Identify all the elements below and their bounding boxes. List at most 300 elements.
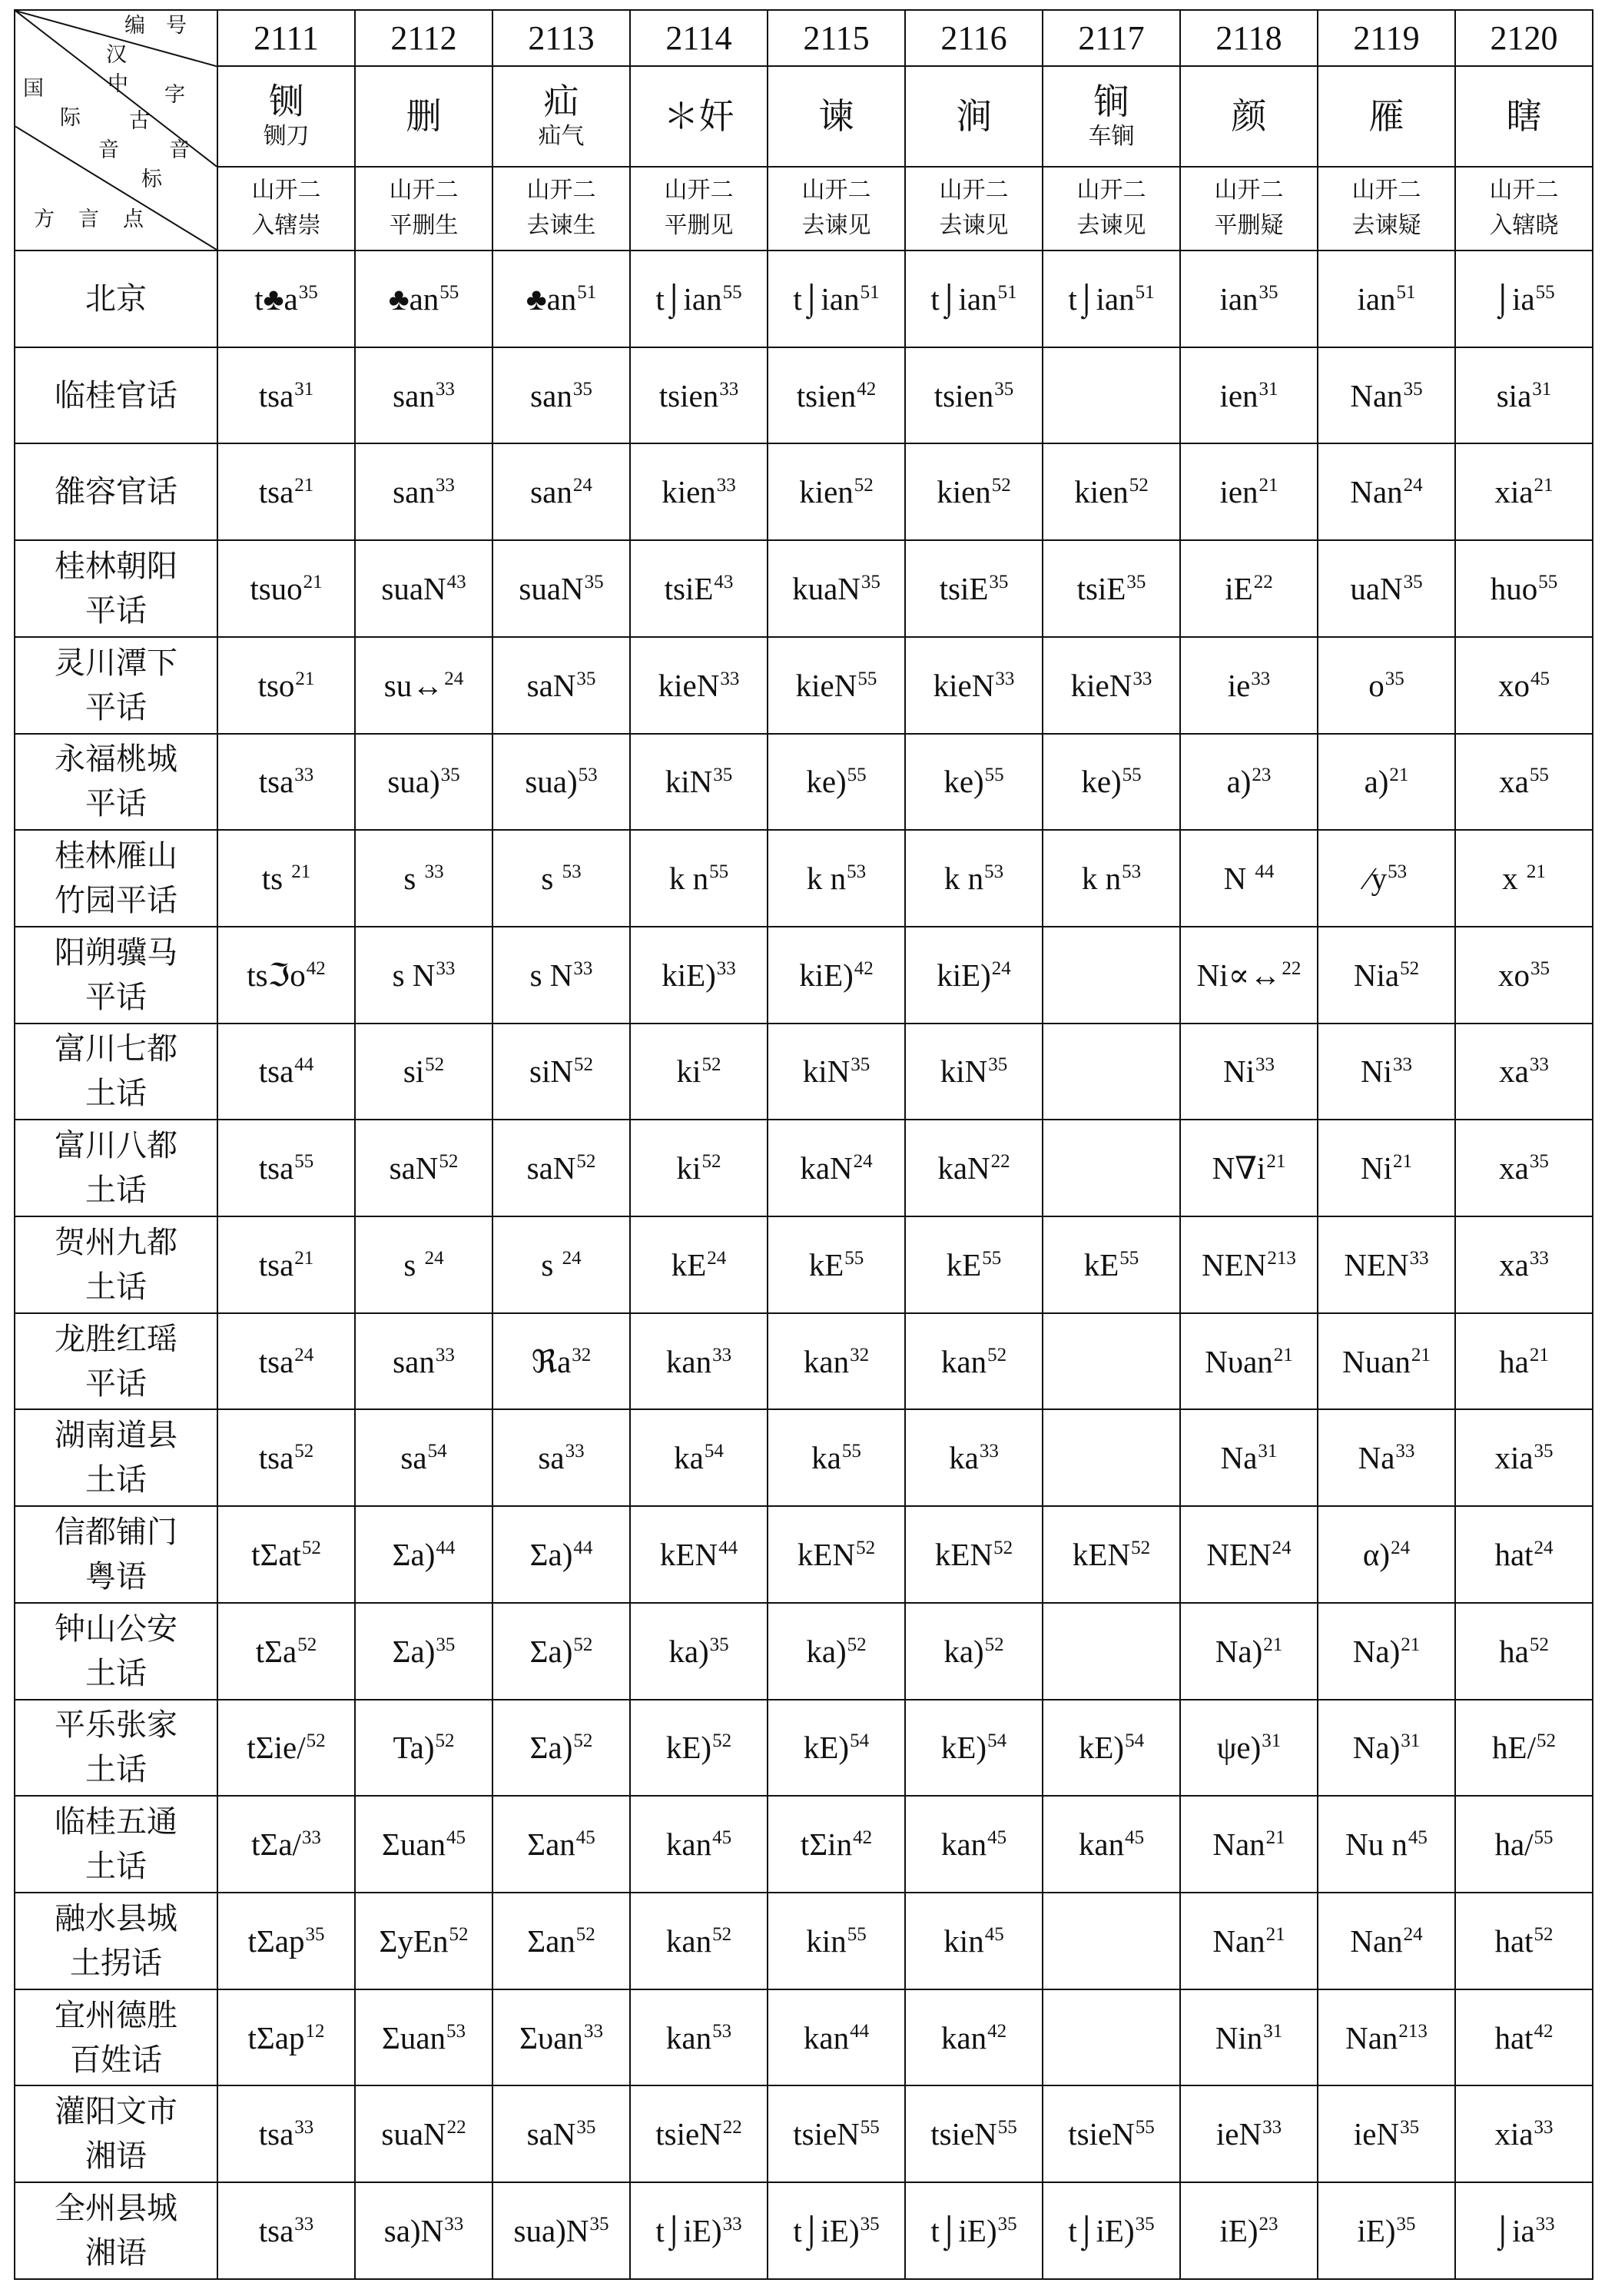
tone-number: 21 [1258, 475, 1278, 496]
pronunciation-segment: t⌡ian [930, 280, 997, 317]
dialect-row [15, 734, 1593, 831]
dialect-row [15, 251, 1593, 347]
pronunciation-cell [1180, 2182, 1318, 2279]
column-middle-chinese-cell [1318, 167, 1455, 251]
tone-number: 55 [439, 281, 459, 303]
pronunciation-segment: kan [940, 1827, 987, 1863]
tone-number: 33 [1395, 1441, 1415, 1462]
pronunciation-cell [630, 1506, 768, 1603]
pronunciation-cell [492, 637, 630, 734]
pronunciation-cell [630, 1120, 768, 1216]
pronunciation-segment: t♣a [254, 280, 298, 317]
pronunciation-cell [768, 1893, 905, 1989]
column-character-cell [355, 66, 492, 167]
pronunciation-segment: Nan [1350, 1923, 1403, 1959]
table-body [15, 10, 1593, 2279]
pronunciation-cell [630, 1313, 768, 1410]
tone-number: 33 [1529, 1054, 1549, 1076]
pronunciation-segment: s N [392, 957, 436, 993]
pronunciation-segment: x [1502, 861, 1526, 897]
column-middle-chinese-cell [355, 167, 492, 251]
pronunciation-segment: xia [1494, 2116, 1534, 2152]
column-character-cell [905, 66, 1043, 167]
tone-number: 35 [1400, 2117, 1420, 2138]
tone-number: 52 [987, 1344, 1007, 1365]
tone-number: 55 [1538, 571, 1558, 592]
tone-number: 33 [719, 378, 739, 400]
pronunciation-segment: kE [671, 1246, 707, 1282]
tone-number: 42 [306, 957, 326, 979]
pronunciation-cell [217, 1409, 355, 1506]
tone-number: 21 [303, 571, 323, 592]
pronunciation-cell [630, 1409, 768, 1506]
pronunciation-segment: tΣat [251, 1536, 301, 1572]
pronunciation-segment: sa [400, 1440, 427, 1476]
pronunciation-cell [1043, 1120, 1180, 1216]
dialect-row [15, 540, 1593, 637]
pronunciation-cell [1455, 2182, 1593, 2279]
dialect-row [15, 1216, 1593, 1313]
pronunciation-cell [355, 1024, 492, 1120]
tone-number: 54 [1125, 1730, 1145, 1752]
pronunciation-cell [1043, 1024, 1180, 1120]
pronunciation-cell [217, 637, 355, 734]
pronunciation-segment: Nan [1345, 2019, 1398, 2055]
pronunciation-cell [1455, 540, 1593, 637]
pronunciation-segment: uaN [1350, 570, 1403, 606]
pronunciation-cell [492, 2182, 630, 2279]
pronunciation-segment: kien [662, 474, 716, 510]
pronunciation-cell [217, 1506, 355, 1603]
pronunciation-cell [217, 1603, 355, 1700]
dialect-place-cell [15, 1024, 217, 1120]
pronunciation-cell [355, 2182, 492, 2279]
pronunciation-segment: tsuo [250, 570, 303, 606]
pronunciation-segment: saN [526, 2116, 576, 2152]
tone-number: 33 [435, 1344, 455, 1365]
dialect-row [15, 2085, 1593, 2182]
tone-number: 35 [861, 571, 880, 592]
pronunciation-cell [217, 1216, 355, 1313]
pronunciation-cell [492, 1796, 630, 1893]
pronunciation-segment: N [1223, 861, 1255, 897]
tone-number: 52 [1129, 475, 1149, 496]
tone-number: 21 [291, 861, 311, 883]
pronunciation-cell [630, 1216, 768, 1313]
column-number: 2111 [217, 10, 355, 66]
tone-number: 53 [847, 861, 867, 883]
tone-number: 35 [1135, 2214, 1155, 2235]
middle-chinese-category: 平删生 [389, 212, 459, 240]
pronunciation-segment: t⌡iE) [793, 2213, 860, 2249]
pronunciation-segment: xia [1494, 1440, 1534, 1476]
dialect-place-cell [15, 1506, 217, 1603]
dialect-place-name: 桂林朝阳 [55, 548, 177, 584]
pronunciation-cell [905, 1313, 1043, 1410]
pronunciation-segment: Nan [1212, 1827, 1265, 1863]
tone-number: 44 [573, 1537, 593, 1558]
tone-number: 54 [704, 1441, 724, 1462]
tone-number: 35 [1126, 571, 1146, 592]
tone-number: 24 [562, 1247, 582, 1269]
pronunciation-segment: tsa [258, 2116, 294, 2152]
pronunciation-cell [1455, 1989, 1593, 2086]
pronunciation-segment: ieN [1215, 2116, 1262, 2152]
pronunciation-cell [905, 443, 1043, 540]
dialect-place-cell [15, 347, 217, 444]
tone-number: 33 [1251, 668, 1271, 689]
character-row [15, 66, 1593, 167]
tone-number: 33 [294, 2214, 314, 2235]
tone-number: 33 [716, 957, 736, 979]
dialect-place-name: 桂林雁山 [55, 838, 177, 874]
pronunciation-segment: si [403, 1053, 425, 1090]
pronunciation-cell [1318, 927, 1455, 1024]
pronunciation-segment: Σa) [392, 1536, 436, 1572]
dialect-table-sheet [14, 9, 1593, 2280]
pronunciation-cell [1455, 2085, 1593, 2182]
dialect-row [15, 1120, 1593, 1216]
tone-number: 55 [847, 765, 867, 786]
dialect-place-name: 永福桃城 [55, 742, 177, 778]
dialect-row [15, 443, 1593, 540]
pronunciation-cell [1455, 1216, 1593, 1313]
pronunciation-segment: kien [799, 474, 854, 510]
pronunciation-segment: ⁄y [1365, 861, 1388, 897]
tone-number: 55 [997, 2117, 1017, 2138]
dialect-place-cell [15, 1603, 217, 1700]
tone-number: 22 [446, 2117, 466, 2138]
tone-number: 42 [987, 2020, 1007, 2042]
header-corner-cell [15, 10, 217, 251]
tone-number: 21 [1393, 1151, 1412, 1173]
corner-label-guo: 国 [23, 77, 44, 101]
pronunciation-cell [1455, 1700, 1593, 1797]
tone-number: 45 [575, 1827, 595, 1849]
tone-number: 35 [1258, 281, 1278, 303]
tone-number: 35 [576, 668, 596, 689]
tone-number: 53 [446, 2020, 466, 2042]
tone-number: 52 [306, 1730, 326, 1752]
pronunciation-cell [905, 927, 1043, 1024]
middle-chinese-category: 入辖崇 [251, 212, 321, 240]
pronunciation-cell [355, 637, 492, 734]
pronunciation-cell [768, 347, 905, 444]
pronunciation-cell [1180, 1409, 1318, 1506]
pronunciation-segment: tsiE [664, 570, 714, 606]
pronunciation-segment: N∇i [1212, 1150, 1266, 1186]
dialect-row [15, 637, 1593, 734]
pronunciation-cell [905, 1989, 1043, 2086]
tone-number: 52 [297, 1634, 317, 1655]
tone-number: 45 [984, 1923, 1004, 1945]
dialect-place-name: 信都铺门 [55, 1514, 177, 1550]
pronunciation-cell [905, 1603, 1043, 1700]
pronunciation-cell [630, 443, 768, 540]
tone-number: 22 [1282, 957, 1302, 979]
pronunciation-cell [768, 2085, 905, 2182]
dialect-place-cell [15, 540, 217, 637]
pronunciation-segment: kiE) [662, 957, 716, 993]
pronunciation-segment: a) [1226, 764, 1252, 800]
column-character-cell [1180, 66, 1318, 167]
tone-number: 31 [1258, 378, 1278, 400]
column-middle-chinese-cell [1180, 167, 1318, 251]
dialect-table [14, 9, 1593, 2280]
column-character: 雁 [1368, 95, 1404, 138]
pronunciation-cell [905, 251, 1043, 347]
tone-number: 21 [1534, 475, 1554, 496]
tone-number: 55 [841, 1441, 861, 1462]
pronunciation-segment: kiN [940, 1053, 988, 1090]
corner-label-yin-2: 音 [169, 138, 190, 162]
pronunciation-segment: k n [943, 861, 984, 897]
pronunciation-segment: tΣap [247, 2019, 305, 2055]
pronunciation-segment: ka) [943, 1633, 984, 1669]
pronunciation-segment: ke) [1081, 764, 1122, 800]
tone-number: 52 [1131, 1537, 1151, 1558]
pronunciation-cell [905, 347, 1043, 444]
pronunciation-cell [355, 1700, 492, 1797]
pronunciation-cell [1043, 1603, 1180, 1700]
tone-number: 35 [305, 1923, 325, 1945]
pronunciation-segment: kan [803, 1343, 850, 1379]
middle-chinese-category: 山开二 [939, 177, 1009, 204]
corner-label-hao: 号 [166, 14, 187, 38]
pronunciation-cell [1455, 1506, 1593, 1603]
tone-number: 21 [1263, 1634, 1283, 1655]
pronunciation-cell [355, 734, 492, 831]
pronunciation-segment: ψe) [1216, 1730, 1262, 1766]
tone-number: 31 [294, 378, 314, 400]
dialect-place-name: 临桂官话 [55, 377, 177, 413]
tone-number: 35 [1530, 957, 1550, 979]
column-number: 2113 [492, 10, 630, 66]
tone-number: 55 [722, 281, 742, 303]
pronunciation-segment: siN [529, 1053, 573, 1090]
pronunciation-cell [1318, 443, 1455, 540]
pronunciation-cell [768, 1216, 905, 1313]
pronunciation-segment: kan [665, 1923, 712, 1959]
pronunciation-cell [1455, 637, 1593, 734]
dialect-place-name: 土话 [85, 1173, 147, 1209]
dialect-row [15, 927, 1593, 1024]
middle-chinese-category: 山开二 [389, 177, 459, 204]
pronunciation-segment: t⌡iE) [655, 2213, 722, 2249]
column-middle-chinese-cell [768, 167, 905, 251]
dialect-place-cell [15, 927, 217, 1024]
corner-label-gu: 古 [129, 109, 150, 133]
pronunciation-segment: ts [261, 861, 291, 897]
dialect-row [15, 1893, 1593, 1989]
tone-number: 33 [1535, 2214, 1555, 2235]
corner-label-han: 汉 [106, 43, 127, 67]
dialect-place-name: 贺州九都 [55, 1224, 177, 1260]
pronunciation-segment: ieN [1353, 2116, 1400, 2152]
pronunciation-segment: su↔ [383, 667, 444, 703]
dialect-place-cell [15, 1216, 217, 1313]
pronunciation-segment: Nυan [1205, 1343, 1273, 1379]
pronunciation-cell [1318, 347, 1455, 444]
pronunciation-cell [492, 1700, 630, 1797]
pronunciation-segment: ki [676, 1150, 701, 1186]
dialect-place-name: 钟山公安 [55, 1611, 177, 1647]
pronunciation-cell [1318, 2085, 1455, 2182]
tone-number: 21 [294, 475, 314, 496]
pronunciation-cell [1180, 2085, 1318, 2182]
tone-number: 35 [440, 765, 460, 786]
pronunciation-cell [1455, 1120, 1593, 1216]
pronunciation-segment: kin [806, 1923, 847, 1959]
pronunciation-cell [1043, 1313, 1180, 1410]
middle-chinese-category: 山开二 [1076, 177, 1146, 204]
tone-number: 55 [1534, 1827, 1554, 1849]
tone-number: 45 [987, 1827, 1007, 1849]
middle-chinese-category: 山开二 [1214, 177, 1284, 204]
tone-number: 55 [1122, 765, 1142, 786]
pronunciation-segment: kieN [933, 667, 995, 703]
pronunciation-cell [1043, 1700, 1180, 1797]
pronunciation-cell [1318, 734, 1455, 831]
dialect-place-name: 湘语 [85, 2138, 147, 2175]
pronunciation-segment: xia [1494, 474, 1534, 510]
pronunciation-segment: kan [665, 1343, 712, 1379]
tone-number: 52 [435, 1730, 455, 1752]
tone-number: 52 [573, 1730, 593, 1752]
tone-number: 52 [856, 1537, 876, 1558]
pronunciation-segment: kE) [1078, 1730, 1125, 1766]
pronunciation-segment: ka [949, 1440, 979, 1476]
pronunciation-segment: kE [946, 1246, 982, 1282]
pronunciation-cell [217, 1700, 355, 1797]
tone-number: 54 [427, 1441, 447, 1462]
pronunciation-segment: iE) [1357, 2213, 1396, 2249]
pronunciation-segment: ke) [806, 764, 847, 800]
tone-number: 53 [578, 765, 598, 786]
pronunciation-segment: suaN [519, 570, 584, 606]
pronunciation-cell [1180, 1120, 1318, 1216]
pronunciation-segment: tso [257, 667, 295, 703]
tone-number: 33 [1262, 2117, 1282, 2138]
pronunciation-cell [768, 830, 905, 927]
tone-number: 24 [1534, 1537, 1554, 1558]
pronunciation-segment: kuaN [792, 570, 861, 606]
pronunciation-segment: hat [1494, 2019, 1534, 2055]
tone-number: 33 [435, 378, 455, 400]
tone-number: 52 [1400, 957, 1420, 979]
pronunciation-segment: san [393, 1343, 435, 1379]
tone-number: 52 [854, 475, 874, 496]
pronunciation-segment: ha/ [1494, 1827, 1534, 1863]
tone-number: 52 [1534, 1923, 1554, 1945]
pronunciation-cell [217, 540, 355, 637]
dialect-place-name: 富川七都 [55, 1031, 177, 1067]
tone-number: 52 [301, 1537, 321, 1558]
tone-number: 52 [573, 1054, 593, 1076]
dialect-row [15, 1603, 1593, 1700]
tone-number: 52 [449, 1923, 469, 1945]
column-number: 2120 [1455, 10, 1593, 66]
column-middle-chinese-cell [1455, 167, 1593, 251]
tone-number: 52 [1529, 1634, 1549, 1655]
pronunciation-cell [1043, 2182, 1180, 2279]
tone-number: 33 [722, 2214, 742, 2235]
pronunciation-cell [1043, 927, 1180, 1024]
pronunciation-segment: ⌡ia [1493, 280, 1535, 317]
tone-number: 52 [701, 1054, 721, 1076]
tone-number: 21 [1411, 1344, 1431, 1365]
pronunciation-segment: xo [1498, 667, 1530, 703]
pronunciation-segment: kE [808, 1246, 844, 1282]
column-character-cell [492, 66, 630, 167]
pronunciation-segment: tsa [258, 764, 294, 800]
pronunciation-cell [1318, 2182, 1455, 2279]
pronunciation-segment: iE [1225, 570, 1253, 606]
tone-number: 45 [1530, 668, 1550, 689]
tone-number: 21 [1265, 1827, 1285, 1849]
pronunciation-segment: xa [1499, 1150, 1529, 1186]
pronunciation-cell [1455, 1024, 1593, 1120]
pronunciation-segment: Nan [1350, 377, 1403, 413]
tone-number: 45 [1408, 1827, 1428, 1849]
pronunciation-segment: NEN [1202, 1246, 1267, 1282]
tone-number: 53 [1388, 861, 1408, 883]
tone-number: 42 [1534, 2020, 1554, 2042]
pronunciation-segment: k n [1081, 861, 1122, 897]
pronunciation-cell [492, 1409, 630, 1506]
pronunciation-segment: kan [1078, 1827, 1125, 1863]
dialect-place-name: 平话 [85, 592, 147, 629]
pronunciation-segment: ℜa [531, 1343, 572, 1379]
pronunciation-cell [355, 1796, 492, 1893]
pronunciation-segment: s [403, 861, 424, 897]
pronunciation-cell [1180, 1700, 1318, 1797]
tone-number: 32 [850, 1344, 870, 1365]
pronunciation-segment: ha [1499, 1633, 1529, 1669]
tone-number: 12 [305, 2020, 325, 2042]
pronunciation-segment: kaN [800, 1150, 853, 1186]
dialect-place-name: 平话 [85, 1365, 147, 1402]
dialect-place-name: 雒容官话 [55, 474, 177, 510]
pronunciation-cell [1180, 1603, 1318, 1700]
pronunciation-segment: Ta) [393, 1730, 435, 1766]
column-number: 2118 [1180, 10, 1318, 66]
pronunciation-cell [492, 830, 630, 927]
tone-number: 35 [1529, 1151, 1549, 1173]
column-character: 颜 [1231, 95, 1267, 138]
pronunciation-segment: Na) [1352, 1730, 1401, 1766]
pronunciation-segment: tsa [258, 474, 294, 510]
tone-number: 31 [1532, 378, 1552, 400]
pronunciation-segment: tsiE [939, 570, 989, 606]
column-character: 铡 [268, 81, 304, 123]
pronunciation-segment: kEN [934, 1536, 993, 1572]
pronunciation-segment: ka) [668, 1633, 709, 1669]
pronunciation-segment: hat [1494, 1536, 1534, 1572]
tone-number: 213 [1267, 1247, 1296, 1269]
pronunciation-segment: Na) [1352, 1633, 1401, 1669]
pronunciation-segment: sia [1496, 377, 1532, 413]
column-number: 2114 [630, 10, 768, 66]
pronunciation-segment: sa)N [383, 2213, 444, 2249]
pronunciation-cell [492, 443, 630, 540]
pronunciation-cell [905, 2085, 1043, 2182]
tone-number: 24 [1403, 1923, 1423, 1945]
pronunciation-cell [630, 1893, 768, 1989]
dialect-place-name: 平乐张家 [55, 1707, 177, 1744]
tone-number: 51 [1135, 281, 1155, 303]
tone-number: 35 [1534, 1441, 1554, 1462]
